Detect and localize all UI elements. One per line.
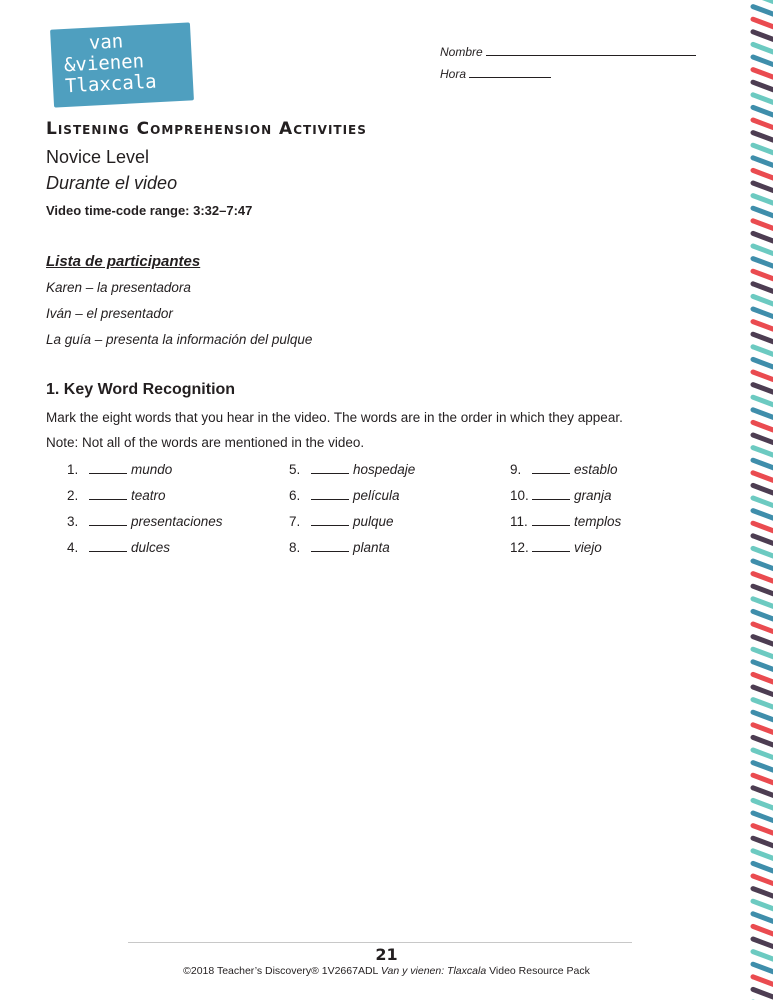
page-number: 21 [375, 945, 398, 964]
stripe [753, 788, 773, 797]
word-item [510, 487, 612, 503]
word-text: planta [353, 540, 390, 555]
word-text: mundo [131, 462, 173, 477]
stripe [753, 763, 773, 772]
stripe [753, 95, 773, 104]
stripe [753, 158, 773, 167]
word-item [510, 539, 602, 555]
stripe [753, 851, 773, 860]
stripe [753, 82, 773, 91]
instruction: Mark the eight words that you hear in the video. The words are in the order in which they appear. [46, 410, 623, 425]
stripe [753, 246, 773, 255]
word-text: establo [574, 462, 618, 477]
word-item [67, 513, 223, 529]
stripe [753, 120, 773, 129]
stripe [753, 32, 773, 41]
stripe [753, 0, 773, 3]
stripe [753, 460, 773, 469]
nombre-label: Nombre [440, 45, 483, 59]
stripe [753, 511, 773, 520]
stripe [753, 863, 773, 872]
stripe [753, 725, 773, 734]
hora-field[interactable] [440, 66, 551, 81]
section-heading: 1. Key Word Recognition [46, 381, 236, 398]
stripe [753, 611, 773, 620]
stripe [753, 548, 773, 557]
stripe [753, 700, 773, 709]
participant-item: La guía – presenta la información del pulque [46, 332, 313, 347]
logo-text-tlaxcala: Tlaxcala [64, 70, 158, 98]
stripe [753, 964, 773, 973]
answer-blank[interactable] [532, 513, 570, 526]
stripe [753, 284, 773, 293]
stripe [753, 637, 773, 646]
stripe [753, 901, 773, 910]
word-text: dulces [131, 540, 171, 555]
stripe [753, 952, 773, 961]
participant-item: Iván – el presentador [46, 306, 173, 321]
word-text: película [353, 488, 400, 503]
stripe [753, 170, 773, 179]
stripe [753, 977, 773, 986]
stripe [753, 44, 773, 53]
word-number: 3. [67, 514, 79, 529]
stripe [753, 448, 773, 457]
participant-item: Karen – la presentadora [46, 280, 191, 295]
decorative-stripe-border [745, 0, 773, 1000]
stripe [753, 737, 773, 746]
word-number: 8. [289, 540, 301, 555]
subtitle: Durante el video [46, 173, 178, 193]
stripe [753, 561, 773, 570]
stripe [753, 523, 773, 532]
word-text: hospedaje [353, 462, 416, 477]
stripe [753, 271, 773, 280]
stripe [753, 359, 773, 368]
word-item [289, 461, 415, 477]
word-text: granja [574, 488, 612, 503]
stripe [753, 586, 773, 595]
answer-blank[interactable] [311, 539, 349, 552]
logo-ampersand: & [63, 53, 77, 77]
word-item [289, 487, 400, 503]
word-item [67, 539, 170, 555]
stripe [753, 385, 773, 394]
stripe [753, 939, 773, 948]
word-number: 4. [67, 540, 79, 555]
stripe [753, 221, 773, 230]
stripe [753, 322, 773, 331]
word-text: presentaciones [131, 514, 223, 529]
answer-blank[interactable] [89, 513, 127, 526]
answer-blank[interactable] [311, 513, 349, 526]
stripe [753, 536, 773, 545]
answer-blank[interactable] [89, 461, 127, 474]
word-text: teatro [131, 488, 166, 503]
stripe [753, 989, 773, 998]
word-number: 2. [67, 488, 79, 503]
answer-blank[interactable] [532, 539, 570, 552]
stripe [753, 498, 773, 507]
hora-label: Hora [440, 67, 467, 81]
stripe [753, 133, 773, 142]
stripe [753, 889, 773, 898]
stripe [753, 712, 773, 721]
timecode: Video time-code range: 3:32–7:47 [46, 203, 253, 218]
stripe [753, 775, 773, 784]
logo [52, 26, 192, 104]
stripe [753, 599, 773, 608]
stripe [753, 145, 773, 154]
stripe [753, 296, 773, 305]
stripe [753, 334, 773, 343]
stripe [753, 107, 773, 116]
stripe [753, 57, 773, 66]
word-number: 6. [289, 488, 301, 503]
stripe [753, 914, 773, 923]
note: Note: Not all of the words are mentioned in the video. [46, 435, 365, 450]
stripe [753, 422, 773, 431]
level-label: Novice Level [46, 147, 150, 167]
stripe [753, 838, 773, 847]
stripe [753, 876, 773, 885]
word-text: templos [574, 514, 622, 529]
page-title: Listening Comprehension Activities [46, 119, 367, 139]
answer-blank[interactable] [532, 487, 570, 500]
participants-heading: Lista de participantes [46, 253, 201, 270]
word-item [67, 487, 166, 503]
word-number: 5. [289, 462, 301, 477]
stripe [753, 674, 773, 683]
stripe [753, 624, 773, 633]
word-number: 11. [510, 514, 528, 529]
stripe [753, 485, 773, 494]
stripe [753, 7, 773, 16]
stripe [753, 259, 773, 268]
stripe [753, 410, 773, 419]
nombre-field[interactable] [440, 44, 696, 59]
stripe [753, 233, 773, 242]
answer-blank[interactable] [89, 539, 127, 552]
word-item [289, 539, 390, 555]
stripe [753, 687, 773, 696]
stripe [753, 649, 773, 658]
stripe [753, 183, 773, 192]
stripe [753, 19, 773, 28]
stripe [753, 750, 773, 759]
stripe [753, 397, 773, 406]
answer-blank[interactable] [311, 487, 349, 500]
stripe [753, 435, 773, 444]
stripe [753, 926, 773, 935]
word-text: viejo [574, 540, 602, 555]
stripe [753, 309, 773, 318]
word-number: 9. [510, 462, 522, 477]
answer-blank[interactable] [89, 487, 127, 500]
word-number: 1. [67, 462, 79, 477]
stripe [753, 574, 773, 583]
answer-blank[interactable] [532, 461, 570, 474]
stripe [753, 208, 773, 217]
stripe [753, 800, 773, 809]
answer-blank[interactable] [311, 461, 349, 474]
stripe [753, 813, 773, 822]
stripe [753, 347, 773, 356]
footer-divider [128, 942, 632, 943]
word-item [510, 513, 621, 529]
stripe [753, 826, 773, 835]
word-item [289, 513, 394, 529]
word-item [67, 461, 172, 477]
stripe [753, 196, 773, 205]
copyright: ©2018 Teacher’s Discovery® 1V2667ADL Van y vienen: Tlaxcala Video Resource Pack [183, 965, 590, 977]
stripe [753, 473, 773, 482]
word-number: 7. [289, 514, 301, 529]
stripe [753, 372, 773, 381]
word-item [510, 461, 618, 477]
logo-text-vienen: vienen [74, 50, 145, 76]
logo-text-van: van [88, 30, 124, 55]
stripe [753, 662, 773, 671]
word-text: pulque [353, 514, 394, 529]
stripe [753, 70, 773, 79]
word-number: 10. [510, 488, 529, 503]
word-number: 12. [510, 540, 529, 555]
